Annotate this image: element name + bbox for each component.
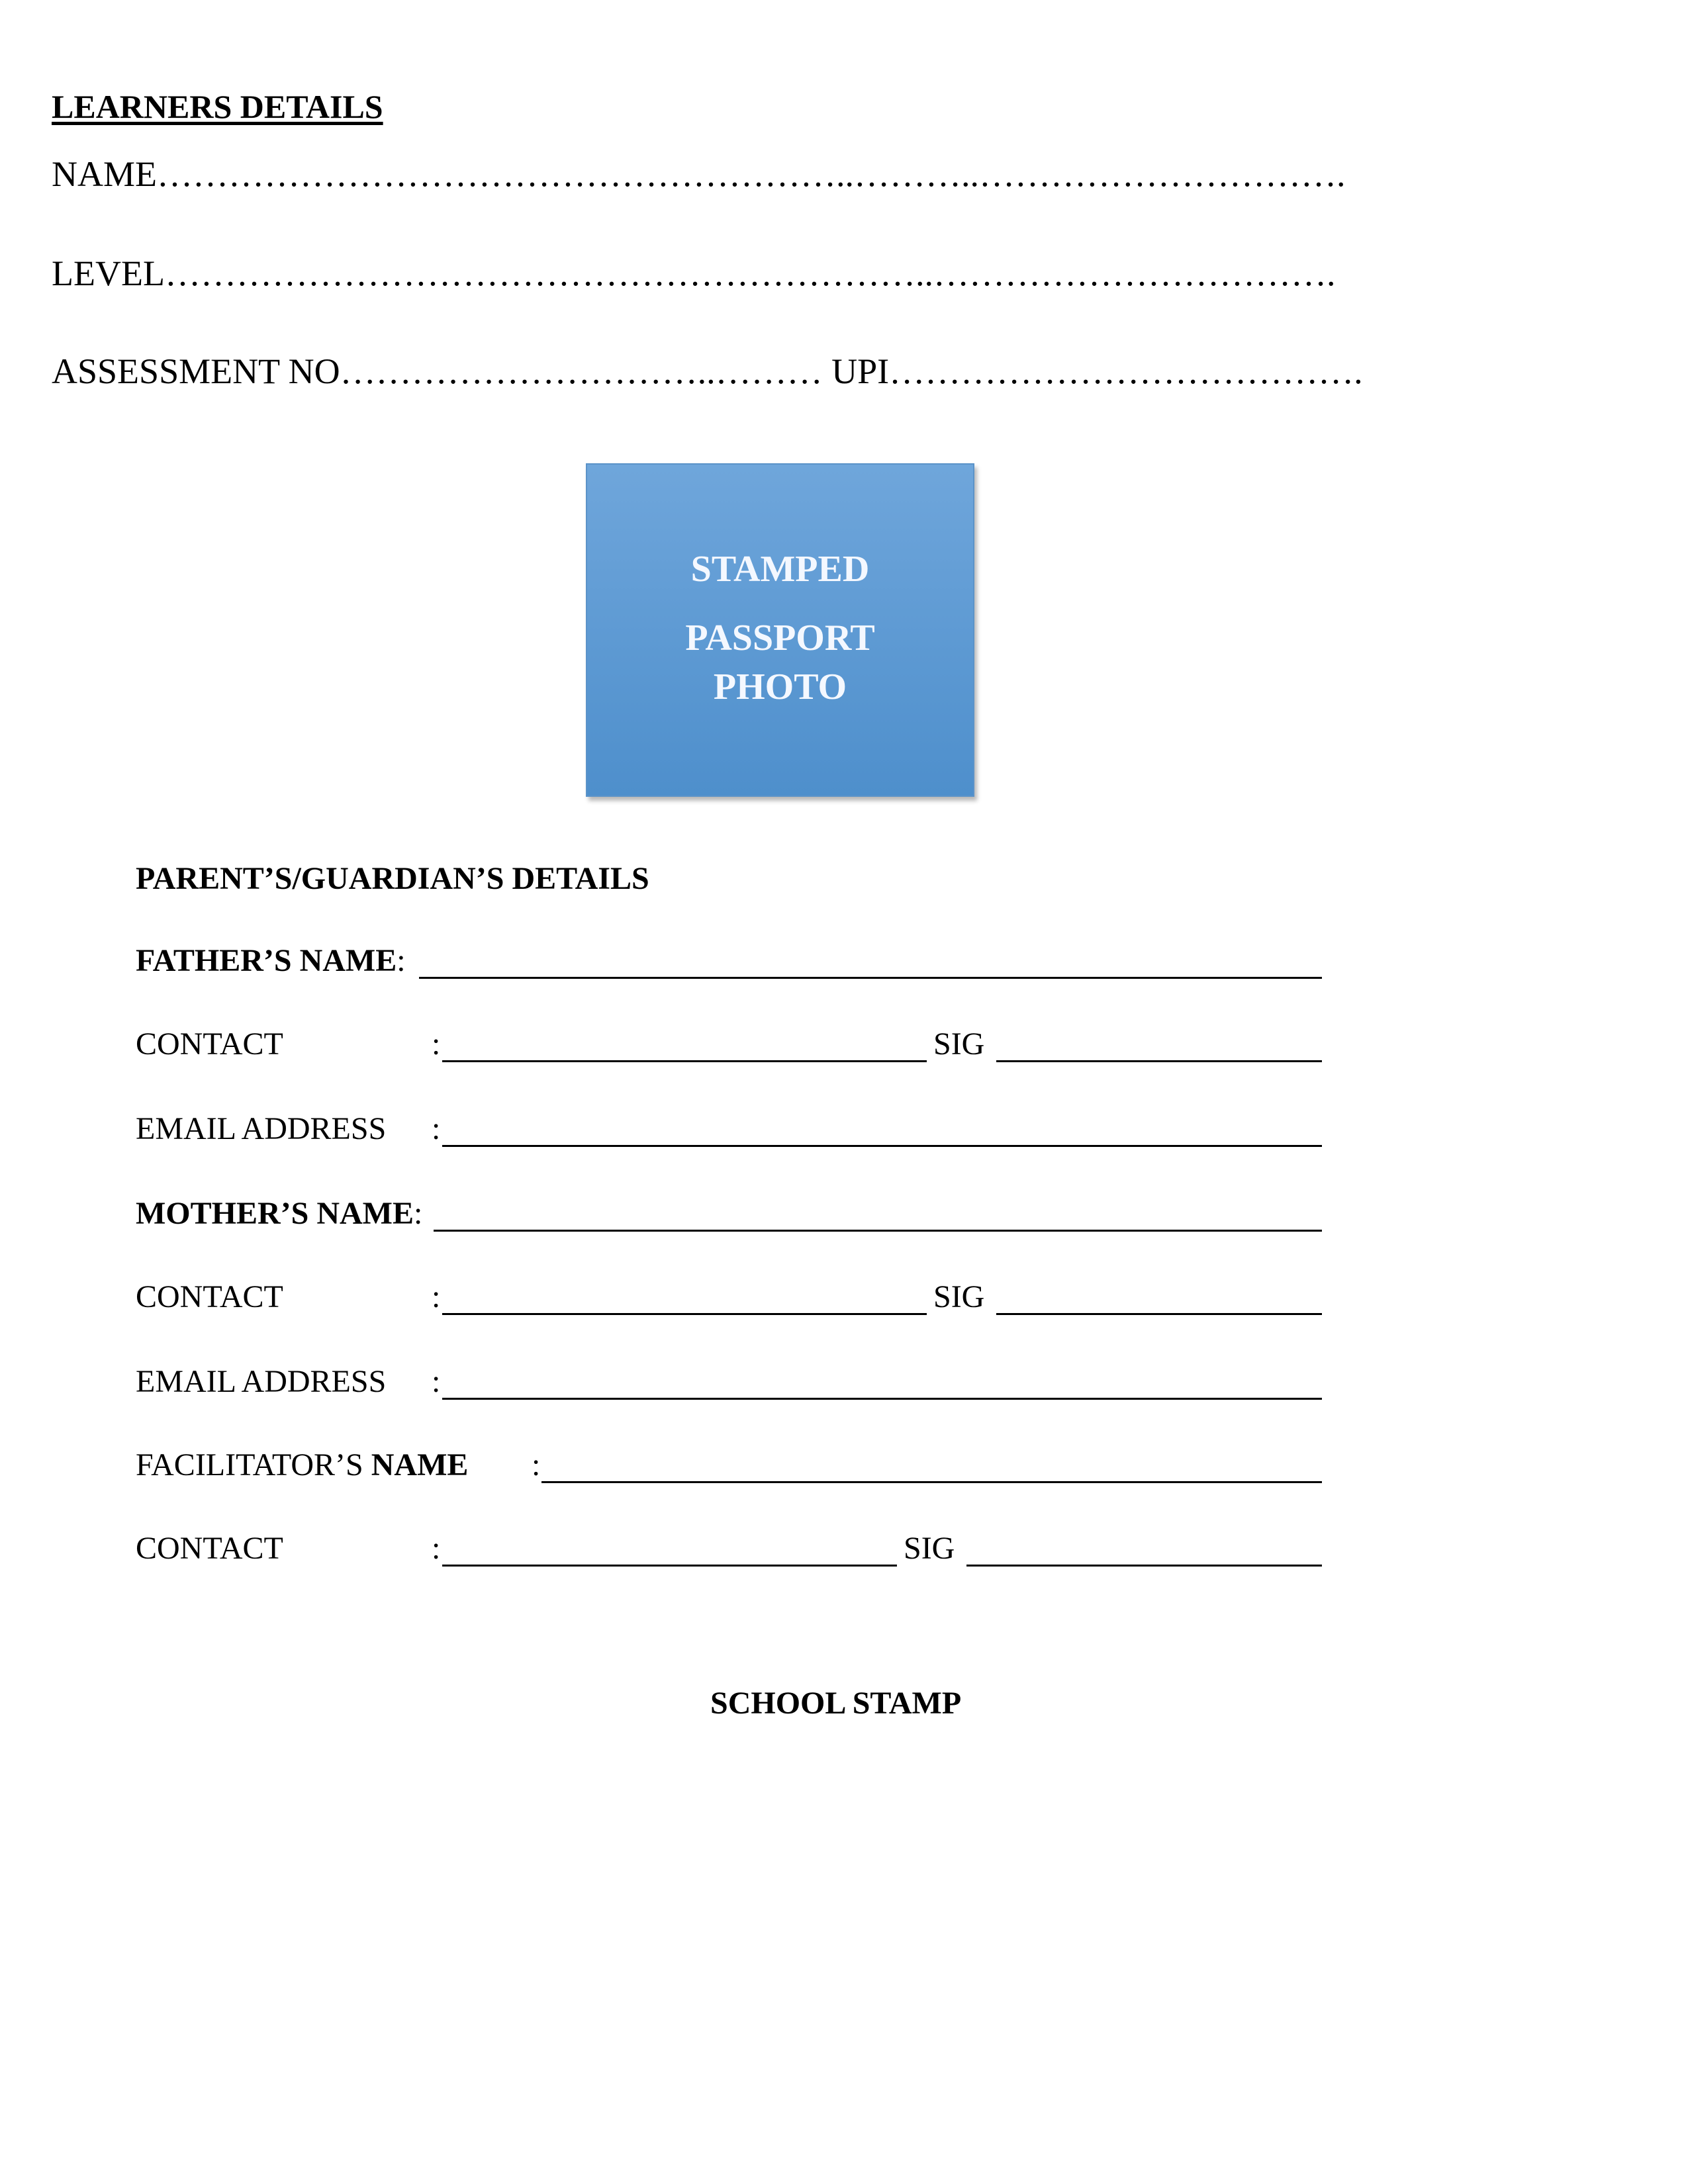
father-contact-input[interactable] [442, 1060, 927, 1062]
father-email-label: EMAIL ADDRESS [136, 1111, 387, 1146]
colon: : [414, 1196, 423, 1231]
mother-sig-input[interactable] [996, 1313, 1322, 1315]
facilitator-name-label [136, 1447, 468, 1483]
photo-label-photo: PHOTO [713, 666, 847, 707]
father-name-label: FATHER’S NAME [136, 943, 397, 978]
facilitator-name-input[interactable] [541, 1481, 1322, 1483]
facilitator-contact-label: CONTACT [136, 1531, 283, 1566]
facilitator-sig-input[interactable] [966, 1565, 1322, 1567]
passport-photo-box [586, 463, 974, 797]
assessment-upi-field[interactable]: ASSESSMENT NO…………………………..……… UPI…………………………………. [52, 351, 1363, 391]
mother-name-label: MOTHER’S NAME [136, 1196, 414, 1231]
father-email-input[interactable] [442, 1145, 1322, 1147]
father-sig-label: SIG [933, 1026, 985, 1062]
mother-sig-label: SIG [933, 1279, 985, 1314]
facilitator-contact-input[interactable] [442, 1565, 897, 1567]
colon: : [432, 1279, 441, 1314]
learner-name-field[interactable]: NAME…………………………………………………..………..…………………………. [52, 154, 1346, 194]
parents-heading: PARENT’S/GUARDIAN’S DETAILS [136, 861, 649, 896]
mother-email-label: EMAIL ADDRESS [136, 1364, 387, 1399]
mother-contact-input[interactable] [442, 1313, 927, 1315]
mother-name-row [136, 1195, 422, 1232]
mother-contact-label: CONTACT [136, 1279, 283, 1314]
colon: : [432, 1531, 441, 1566]
learner-level-field[interactable]: LEVEL………………………………………………………..……………………………. [52, 253, 1336, 293]
father-sig-input[interactable] [996, 1060, 1322, 1062]
colon: : [397, 943, 406, 978]
father-contact-label: CONTACT [136, 1026, 283, 1062]
mother-email-input[interactable] [442, 1398, 1322, 1400]
colon: : [432, 1364, 441, 1399]
father-name-input[interactable] [419, 977, 1322, 979]
colon: : [532, 1447, 541, 1482]
photo-label-stamped: STAMPED [690, 549, 870, 590]
school-stamp-label: SCHOOL STAMP [710, 1686, 962, 1721]
colon: : [432, 1026, 441, 1062]
father-name-row [136, 942, 406, 979]
facilitator-name-word: NAME [371, 1447, 469, 1482]
facilitator-sig-label: SIG [904, 1531, 955, 1566]
photo-label-passport: PASSPORT [685, 617, 875, 659]
mother-name-input[interactable] [434, 1230, 1322, 1232]
colon: : [432, 1111, 441, 1146]
facilitator-name-prefix: FACILITATOR’S [136, 1447, 371, 1482]
learners-details-heading: LEARNERS DETAILS [52, 88, 383, 125]
